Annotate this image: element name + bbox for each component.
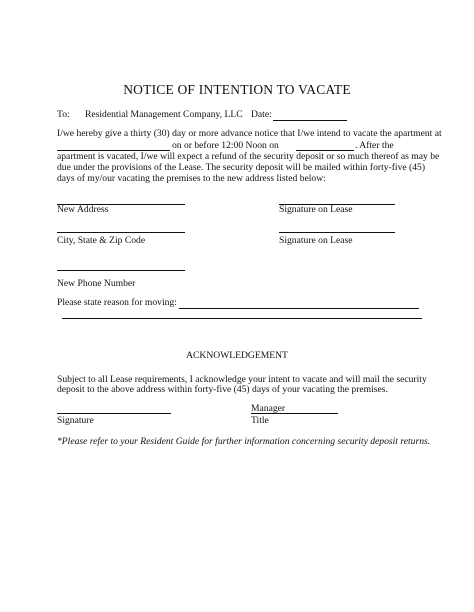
to-label: To:: [57, 109, 70, 120]
reason-label: Please state reason for moving:: [57, 297, 177, 308]
new-address-label: New Address: [57, 204, 109, 215]
footnote: *Please refer to your Resident Guide for further information concerning security deposit returns.: [57, 436, 431, 447]
acknowledgement-line-1: Subject to all Lease requirements, I acknowledge your intent to vacate and will mail the security: [57, 374, 427, 385]
date-label: Date:: [251, 109, 272, 120]
acknowledgement-line-2: deposit to the above address within forty-five (45) days of your vacating the premises.: [57, 384, 388, 395]
signature-label: Signature: [57, 415, 94, 426]
notice-line-4: due under the provisions of the Lease. The security deposit will be mailed within forty-five (45): [57, 162, 426, 173]
notice-line-1: I/we hereby give a thirty (30) day or more advance notice that I/we intend to vacate the apartment at: [57, 128, 442, 139]
notice-line-5: days of my/our vacating the premises to the new address listed below:: [57, 173, 326, 184]
notice-line-2-middle: on or before 12:00 Noon on: [172, 140, 279, 151]
page-title: NOTICE OF INTENTION TO VACATE: [123, 82, 351, 97]
city-state-zip-field-line[interactable]: [57, 232, 185, 233]
signature-on-lease-label-2: Signature on Lease: [279, 235, 353, 246]
acknowledgement-heading: ACKNOWLEDGEMENT: [186, 350, 288, 361]
manager-signature-field-line[interactable]: [57, 413, 171, 414]
title-label: Title: [251, 415, 269, 426]
date-field-line[interactable]: [273, 120, 347, 121]
notice-line-3: apartment is vacated, I/we will expect a refund of the security deposit or so much thereof as may be: [57, 151, 440, 162]
new-phone-label: New Phone Number: [57, 278, 136, 289]
notice-line-2-end: . After the: [355, 140, 394, 151]
title-value: Manager: [251, 403, 286, 414]
reason-field-line-1[interactable]: [179, 308, 419, 309]
reason-field-line-2[interactable]: [62, 318, 422, 319]
title-field-line[interactable]: [251, 413, 338, 414]
signature-on-lease-label-1: Signature on Lease: [279, 204, 353, 215]
city-state-zip-label: City, State & Zip Code: [57, 235, 146, 246]
new-phone-field-line[interactable]: [57, 270, 185, 271]
signature-on-lease-field-line-2[interactable]: [279, 232, 395, 233]
recipient-name: Residential Management Company, LLC: [85, 109, 243, 120]
